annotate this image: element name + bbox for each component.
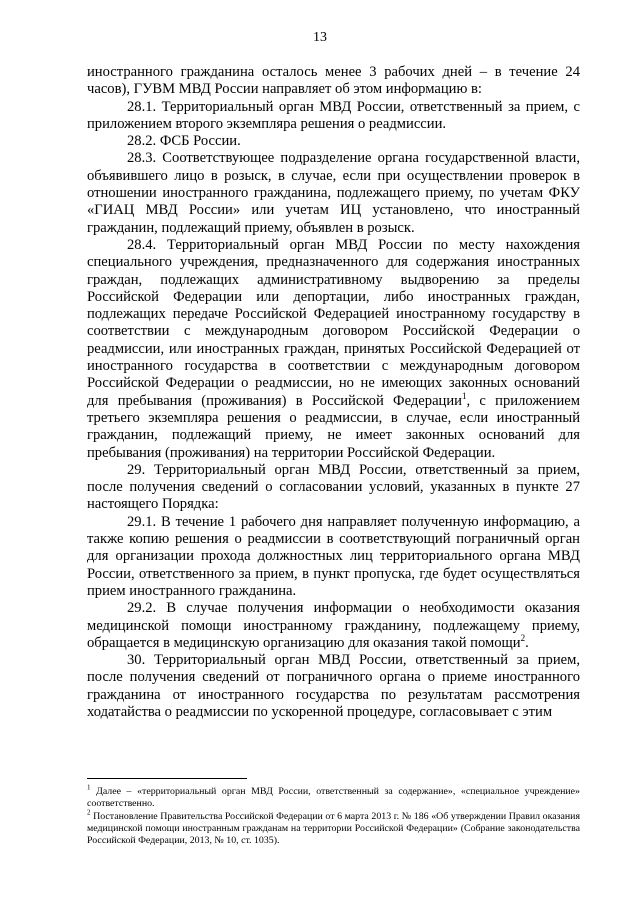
paragraph-text: 29.2. В случае получения информации о необходимости оказания медицинской помощи иностранному гражданину, подлежащему приему, обращается в медицинскую организацию для оказания такой помощи [87, 600, 580, 651]
paragraph-text: 28.2. ФСБ России. [127, 133, 241, 150]
paragraph-text-continued: . [525, 634, 529, 651]
footnote-separator [87, 778, 247, 779]
paragraph-text: иностранного гражданина осталось менее 3 рабочих дней – в течение 24 часов), ГУВМ МВД России направляет об этом информацию в: [87, 64, 580, 98]
paragraph-28-3 [87, 150, 580, 236]
paragraph-29-1 [87, 514, 580, 600]
paragraph-29-2 [87, 600, 580, 652]
paragraph-text: 28.1. Территориальный орган МВД России, ответственный за прием, с приложением второго экземпляра решения о реадмиссии. [87, 98, 580, 132]
paragraph-cont [87, 64, 580, 99]
paragraph-28-4 [87, 237, 580, 462]
footnote-text: Постановление Правительства Российской Федерации от 6 марта 2013 г. № 186 «Об утверждении Правил оказания медицинской помощи иностранным гражданам на территории Российской Федерации» (Собрание законодательства Российской Федерации, 2013, № 10, ст. 1035). [87, 811, 580, 846]
footnote-reference: 2 [520, 632, 526, 643]
paragraph-28-2 [87, 133, 580, 150]
footnotes [87, 783, 580, 848]
paragraph-text: 29. Территориальный орган МВД России, ответственный за прием, после получения сведений о согласовании условий, указанных в пункте 27 настоящего Порядка: [87, 461, 580, 513]
footnote-1 [87, 783, 580, 810]
paragraph-text: 28.3. Соответствующее подразделение органа государственной власти, объявившего лицо в розыск, в случае, если при осуществлении проверок в отношении иностранного гражданина, подлежащего приему, по учетам ФКУ «ГИАЦ МВД России» или учетам ИЦ установлено, что иностранный гражданин, подлежащий приему, объявлен в розыск. [87, 150, 580, 236]
paragraph-30 [87, 652, 580, 721]
paragraph-text: 30. Территориальный орган МВД России, ответственный за прием, после получения сведений от пограничного органа о приеме иностранного гражданина от иностранного государства по результатам рассмотрения ходатайства о реадмиссии по ускоренной процедуре, согласовывает с этим [87, 652, 580, 720]
paragraph-text: 29.1. В течение 1 рабочего дня направляет полученную информацию, а также копию решения о реадмиссии в соответствующий пограничный орган для организации прохода должностных лиц территориального органа МВД России, ответственного за прием, в пункт пропуска, где будет осуществляться прием иностранного гражданина. [87, 513, 580, 599]
footnote-2 [87, 808, 580, 847]
paragraph-text-continued: , с приложением третьего экземпляра решения о реадмиссии, в случае, если иностранный гражданин, подлежащий приему, не имеет законных оснований для пребывания (проживания) на территории Российской Федерации. [87, 392, 580, 461]
page-number: 13 [313, 30, 327, 45]
footnote-text: Далее – «территориальный орган МВД России, ответственный за содержание», «специальное учреждение» соответственно. [87, 786, 580, 809]
body-text [87, 64, 580, 721]
footnote-mark: 2 [87, 808, 91, 817]
paragraph-28-1 [87, 99, 580, 134]
footnote-mark: 1 [87, 783, 91, 792]
footnote-reference: 1 [461, 390, 467, 401]
paragraph-text: 28.4. Территориальный орган МВД России по месту нахождения специального учреждения, предназначенного для содержания иностранных граждан, подлежащих административному выдворению за пределы Российской Федерации или депортации, либо иностранных граждан, подлежащих передаче Российской Федерацией иностранному государству в соответствии с международным договором Российской Федерации о реадмиссии, или иностранных граждан, принятых Российской Федерацией от иностранного государства в соответствии с международным договором Российской Федерации о реадмиссии, но не имеющих законных оснований для пребывания (проживания) в Российской Федерации [87, 236, 580, 409]
paragraph-29 [87, 462, 580, 514]
